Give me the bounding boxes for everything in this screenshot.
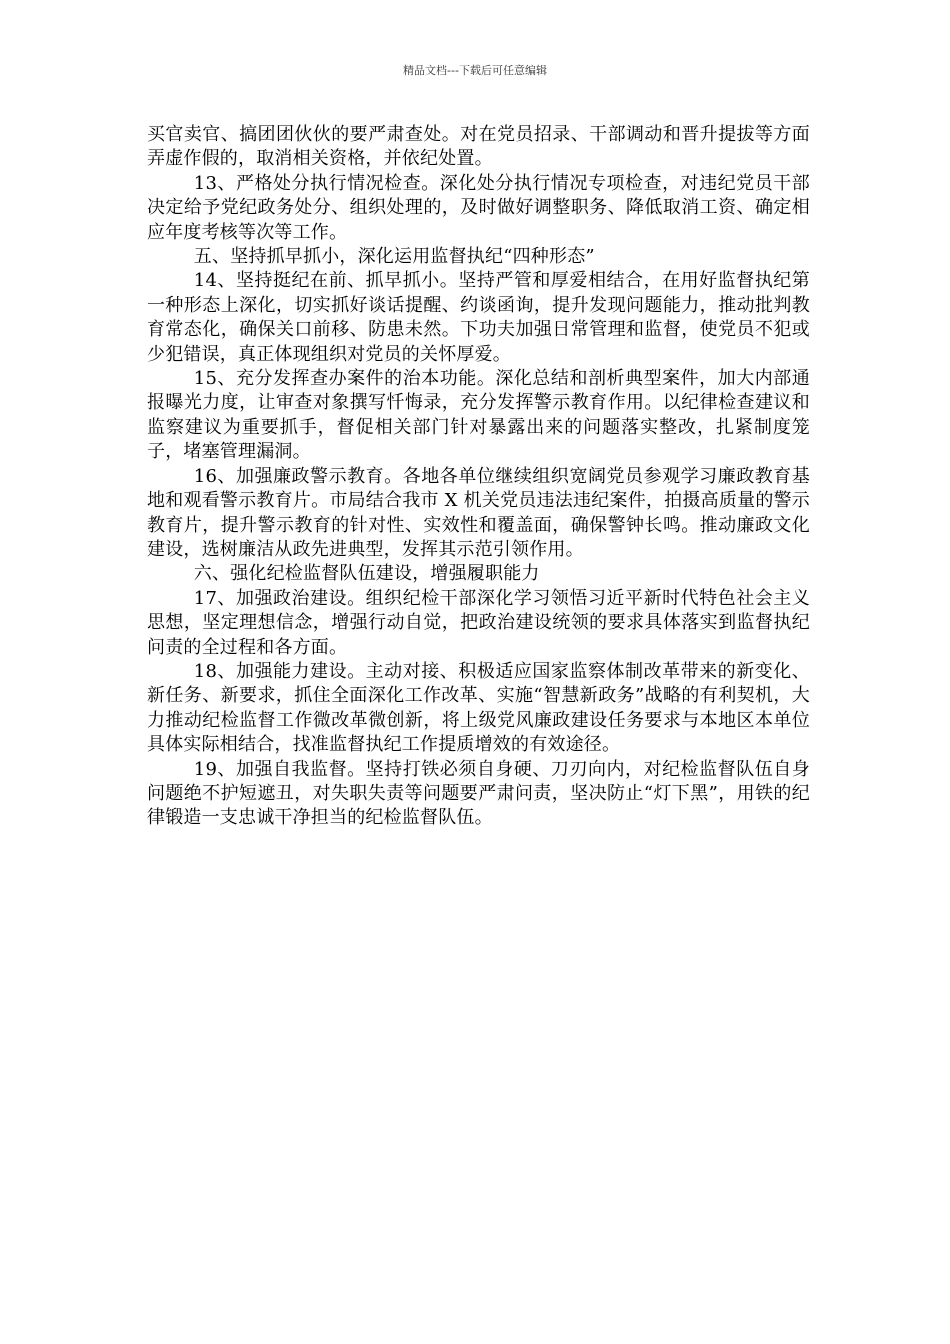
paragraph-17: 17、加强政治建设。组织纪检干部深化学习领悟习近平新时代特色社会主义思想，坚定理想信念，增强行动自觉，把政治建设统领的要求具体落实到监督执纪问责的全过程和各方面。: [147, 587, 810, 658]
paragraph-14: 14、坚持挺纪在前、抓早抓小。坚持严管和厚爱相结合，在用好监督执纪第一种形态上深化，切实抓好谈话提醒、约谈函询，提升发现问题能力，推动批判教育常态化，确保关口前移、防患未然。下功夫加强日常管理和监督，使党员不犯或少犯错误，真正体现组织对党员的关怀厚爱。: [147, 270, 810, 365]
section-heading-5: 五、坚持抓早抓小，深化运用监督执纪“四种形态”: [193, 246, 595, 268]
page-header: 精品文档---下载后可任意编辑: [403, 64, 547, 77]
paragraph-15: 15、充分发挥查办案件的治本功能。深化总结和剖析典型案件，加大内部通报曝光力度，让审查对象撰写忏悔录，充分发挥警示教育作用。以纪律检查建议和监察建议为重要抓手，督促相关部门针对暴露出来的问题落实整改，扎紧制度笼子，堵塞管理漏洞。: [147, 368, 810, 463]
paragraph-13: 13、严格处分执行情况检查。深化处分执行情况专项检查，对违纪党员干部决定给予党纪政务处分、组织处理的，及时做好调整职务、降低取消工资、确定相应年度考核等次等工作。: [147, 172, 810, 243]
document-body: [147, 123, 810, 831]
paragraph-continuation: 买官卖官、搞团团伙伙的要严肃查处。对在党员招录、干部调动和晋升提拔等方面弄虚作假的，取消相关资格，并依纪处置。: [147, 124, 810, 170]
paragraph-16: 16、加强廉政警示教育。各地各单位继续组织宽阔党员参观学习廉政教育基地和观看警示教育片。市局结合我市 X 机关党员违法违纪案件，拍摄高质量的警示教育片，提升警示教育的针对性、实效性和覆盖面，确保警钟长鸣。推动廉政文化建设，选树廉洁从政先进典型，发挥其示范引领作用。: [147, 465, 810, 560]
paragraph-19: 19、加强自我监督。坚持打铁必须自身硬、刀刃向内，对纪检监督队伍自身问题绝不护短遮丑，对失职失责等问题要严肃问责，坚决防止“灯下黑”，用铁的纪律锻造一支忠诚干净担当的纪检监督队伍。: [147, 758, 810, 829]
paragraph-18: 18、加强能力建设。主动对接、积极适应国家监察体制改革带来的新变化、新任务、新要求，抓住全面深化工作改革、实施“智慧新政务”战略的有利契机，大力推动纪检监督工作微改革微创新，将上级党风廉政建设任务要求与本地区本单位具体实际相结合，找准监督执纪工作提质增效的有效途径。: [147, 660, 810, 756]
section-heading-6: 六、强化纪检监督队伍建设，增强履职能力: [193, 563, 540, 585]
